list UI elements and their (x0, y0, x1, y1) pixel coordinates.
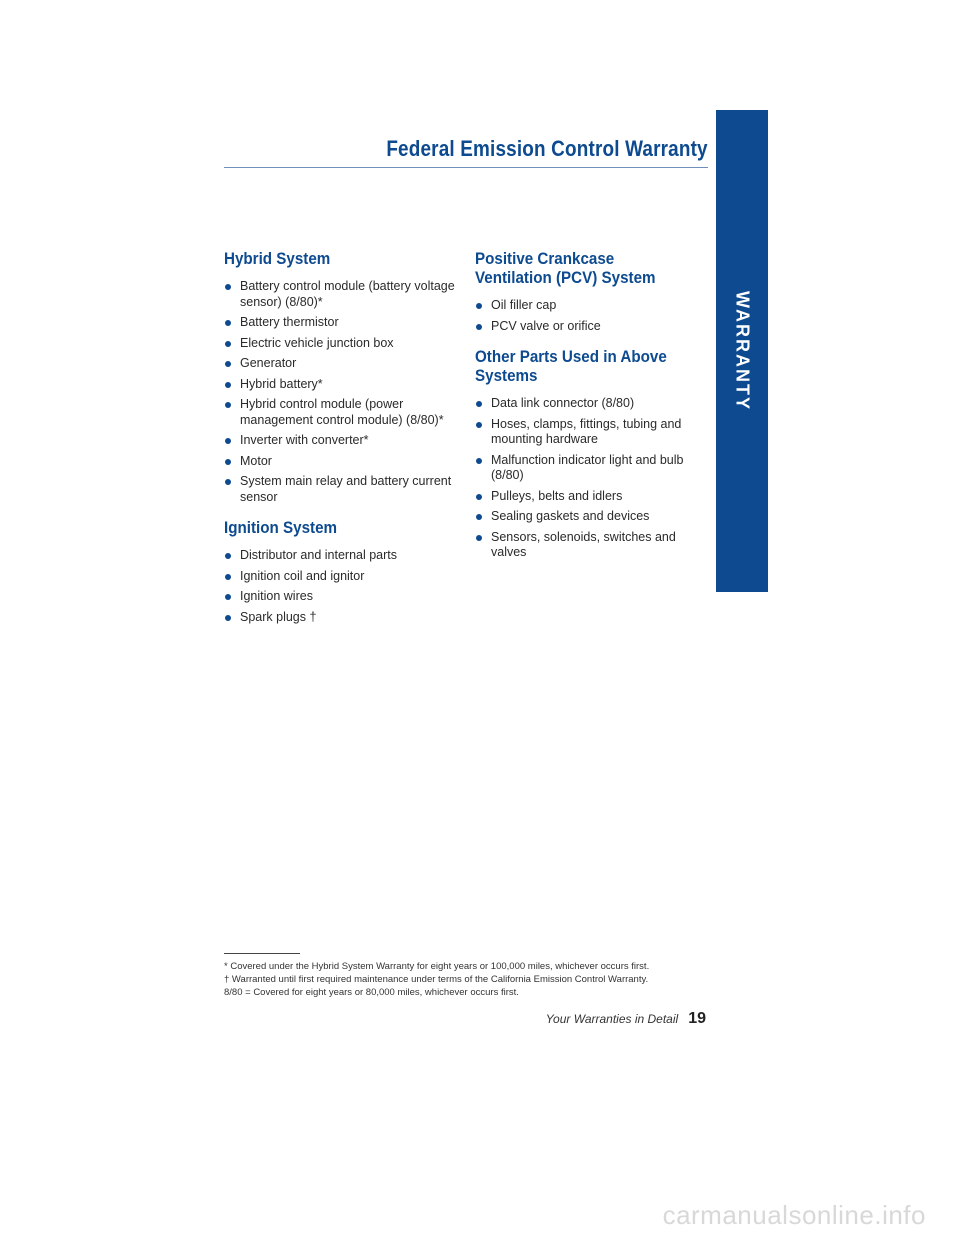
footnote-dagger: † Warranted until first required maintenance under terms of the California Emission Control Warranty. (224, 974, 649, 985)
bullet-icon (225, 615, 231, 621)
list-item: Spark plugs † (224, 610, 456, 626)
bullet-icon (225, 479, 231, 485)
bullet-icon (225, 341, 231, 347)
page-number: 19 (688, 1010, 706, 1027)
other-parts-list (475, 396, 701, 561)
list-item: Electric vehicle junction box (224, 336, 456, 352)
bullet-icon (225, 382, 231, 388)
list-item: Ignition wires (224, 589, 456, 605)
list-item: PCV valve or orifice (475, 319, 701, 335)
page-footer (546, 1010, 706, 1028)
section-heading-ignition-system: Ignition System (224, 519, 338, 537)
section-heading-other-parts: Other Parts Used in Above Systems (475, 348, 667, 385)
footnotes (224, 960, 694, 999)
section-side-tab (716, 110, 768, 592)
list-item: Distributor and internal parts (224, 548, 456, 564)
bullet-icon (476, 324, 482, 330)
bullet-icon (225, 574, 231, 580)
bullet-icon (476, 458, 482, 464)
list-item: Battery thermistor (224, 315, 456, 331)
list-item: Generator (224, 356, 456, 372)
title-divider (224, 167, 708, 168)
hybrid-system-list (224, 279, 456, 505)
list-item: Ignition coil and ignitor (224, 569, 456, 585)
bullet-icon (225, 594, 231, 600)
page-title: Federal Emission Control Warranty (386, 136, 708, 161)
bullet-icon (225, 438, 231, 444)
list-item: Hybrid battery* (224, 377, 456, 393)
list-item: Motor (224, 454, 456, 470)
right-column (475, 250, 701, 566)
section-heading-hybrid-system: Hybrid System (224, 250, 331, 268)
bullet-icon (476, 303, 482, 309)
bullet-icon (225, 402, 231, 408)
side-tab-label: WARRANTY (732, 291, 753, 411)
bullet-icon (225, 361, 231, 367)
list-item: Sealing gaskets and devices (475, 509, 701, 525)
footnote-asterisk: * Covered under the Hybrid System Warranty for eight years or 100,000 miles, whichever occurs first. (224, 961, 650, 972)
list-item: Sensors, solenoids, switches and valves (475, 530, 701, 561)
list-item: Pulleys, belts and idlers (475, 489, 701, 505)
list-item: Oil filler cap (475, 298, 701, 314)
list-item: System main relay and battery current sensor (224, 474, 456, 505)
bullet-icon (225, 320, 231, 326)
bullet-icon (476, 494, 482, 500)
footnote-8-80: 8/80 = Covered for eight years or 80,000 miles, whichever occurs first. (224, 987, 519, 998)
footnote-divider (224, 953, 300, 954)
list-item: Battery control module (battery voltage sensor) (8/80)* (224, 279, 456, 310)
bullet-icon (476, 535, 482, 541)
list-item: Hybrid control module (power management control module) (8/80)* (224, 397, 456, 428)
section-heading-pcv-system: Positive Crankcase Ventilation (PCV) System (475, 250, 656, 287)
watermark: carmanualsonline.info (662, 1200, 926, 1230)
left-column (224, 250, 456, 630)
bullet-icon (476, 422, 482, 428)
list-item: Hoses, clamps, fittings, tubing and mounting hardware (475, 417, 701, 448)
list-item: Malfunction indicator light and bulb (8/80) (475, 453, 701, 484)
bullet-icon (476, 514, 482, 520)
list-item: Inverter with converter* (224, 433, 456, 449)
bullet-icon (225, 553, 231, 559)
footer-label: Your Warranties in Detail (545, 1012, 679, 1026)
bullet-icon (225, 459, 231, 465)
ignition-system-list (224, 548, 456, 625)
bullet-icon (225, 284, 231, 290)
pcv-system-list (475, 298, 701, 334)
list-item: Data link connector (8/80) (475, 396, 701, 412)
bullet-icon (476, 401, 482, 407)
